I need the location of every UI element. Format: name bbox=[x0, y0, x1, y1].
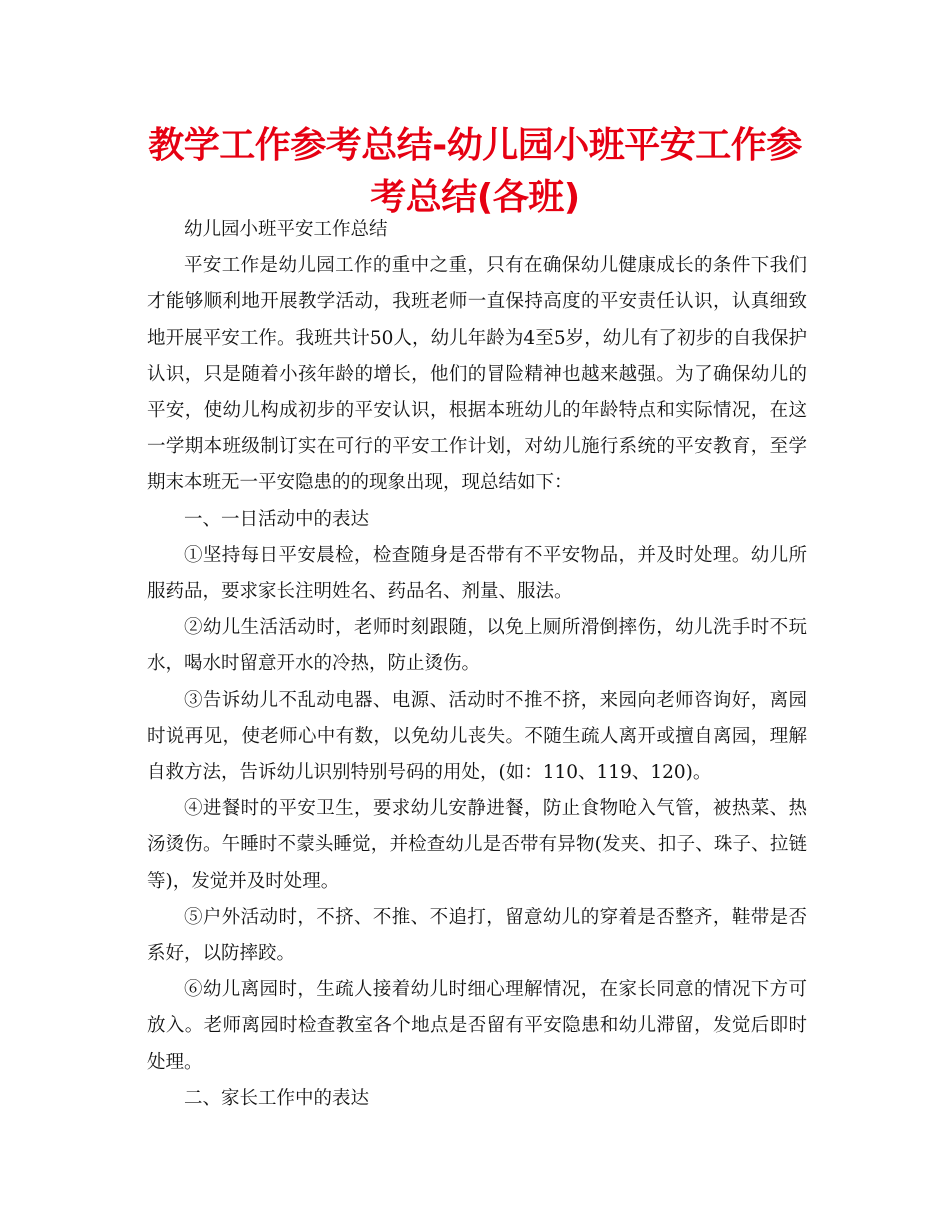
section-heading: 一、一日活动中的表达 bbox=[184, 508, 370, 530]
body-paragraph: ③告诉幼儿不乱动电器、电源、活动时不推不挤，来园向老师咨询好，离园时说再见，使老师心中有数，以免幼儿丧失。不随生疏人离开或擅自离园，理解自救方法，告诉幼儿识别特别号码的用处，(如：110、119、120)。 bbox=[147, 689, 807, 784]
document-title: 教学工作参考总结-幼儿园小班平安工作参考总结(各班) bbox=[148, 125, 802, 218]
subtitle-paragraph: 幼儿园小班平安工作总结 bbox=[184, 219, 388, 240]
body-paragraph: ①坚持每日平安晨检，检查随身是否带有不平安物品，并及时处理。幼儿所服药品，要求家长注明姓名、药品名、剂量、服法。 bbox=[147, 544, 807, 603]
body-paragraph: ④进餐时的平安卫生，要求幼儿安静进餐，防止食物呛入气管，被热菜、热汤烫伤。午睡时不蒙头睡觉，并检查幼儿是否带有异物(发夹、扣子、珠子、拉链等)，发觉并及时处理。 bbox=[147, 798, 807, 892]
section-heading: 二、家长工作中的表达 bbox=[184, 1087, 370, 1109]
document-body bbox=[147, 212, 807, 1117]
body-paragraph: 平安工作是幼儿园工作的重中之重，只有在确保幼儿健康成长的条件下我们才能够顺利地开展教学活动，我班老师一直保持高度的平安责任认识，认真细致地开展平安工作。我班共计50人，幼儿年龄为4至5岁，幼儿有了初步的自我保护认识，只是随着小孩年龄的增长，他们的冒险精神也越来越强。为了确保幼儿的平安，使幼儿构成初步的平安认识，根据本班幼儿的年龄特点和实际情况，在这一学期本班级制订实在可行的平安工作计划，对幼儿施行系统的平安教育，至学期末本班无一平安隐患的的现象出现，现总结如下： bbox=[147, 255, 807, 494]
body-paragraph: ②幼儿生活活动时，老师时刻跟随，以免上厕所滑倒摔伤，幼儿洗手时不玩水，喝水时留意开水的冷热，防止烫伤。 bbox=[147, 617, 807, 675]
body-paragraph: ⑤户外活动时，不挤、不推、不追打，留意幼儿的穿着是否整齐，鞋带是否系好，以防摔跤。 bbox=[147, 906, 807, 965]
body-paragraph: ⑥幼儿离园时，生疏人接着幼儿时细心理解情况，在家长同意的情况下方可放入。老师离园时检查教室各个地点是否留有平安隐患和幼儿滞留，发觉后即时处理。 bbox=[147, 979, 807, 1073]
